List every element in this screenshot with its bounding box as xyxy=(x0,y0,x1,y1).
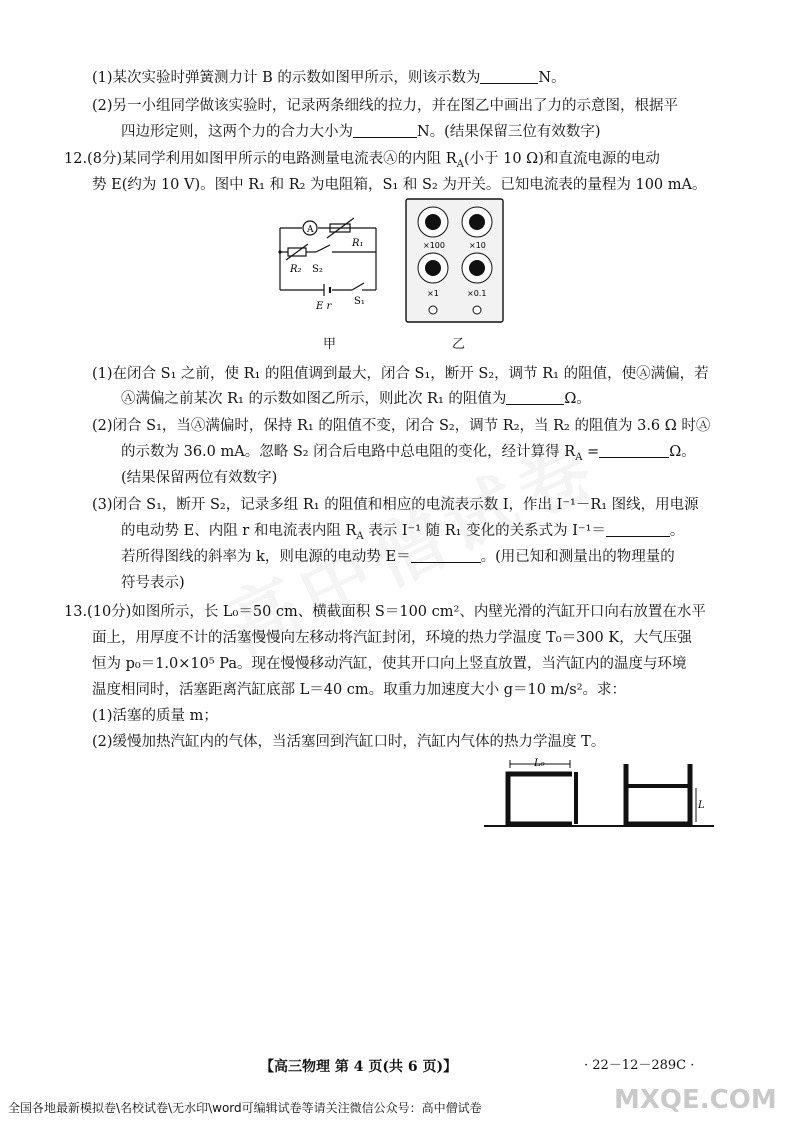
q13-part2: (2)缓慢加热汽缸内的气体，当活塞回到汽缸口时，汽缸内气体的热力学温度 T。 xyxy=(92,734,606,750)
answer-blank[interactable] xyxy=(353,123,417,138)
terminal xyxy=(473,306,481,314)
dial-label: ×0.1 xyxy=(467,289,487,298)
dial-x0.1 xyxy=(462,253,492,283)
circuit-diagram xyxy=(272,210,384,312)
er-label: E r xyxy=(316,301,332,312)
l0-label: L₀ xyxy=(534,758,545,769)
q12-part2-note: (结果保留两位有效数字) xyxy=(121,470,278,486)
q13-part1: (1)活塞的质量 m； xyxy=(92,708,218,724)
q12-stem-line1: 12.(8分)某同学利用如图甲所示的电路测量电流表Ⓐ的内阻 $R_A$(小于 10 Ω)和直流电源的电动 xyxy=(64,151,660,170)
q12-part3-line4: 符号表示) xyxy=(121,575,185,591)
q13-stem-line2: 面上，用厚度不计的活塞慢慢向左移动将汽缸封闭，环境的热力学温度 T₀＝300 K，大气压强 xyxy=(92,630,692,646)
answer-blank[interactable] xyxy=(506,390,564,405)
q13-stem-line4: 温度相同时，活塞距离汽缸底部 L＝40 cm。取重力加速度大小 g＝10 m/s²。求： xyxy=(92,682,627,698)
dial-x10 xyxy=(462,207,492,237)
terminal xyxy=(429,306,437,314)
answer-blank[interactable] xyxy=(606,522,670,537)
paper-code: · 22－12－289C · xyxy=(584,1058,695,1073)
ammeter-label: A xyxy=(307,225,314,235)
bottom-note: 全国各地最新模拟卷\名校试卷\无水印\word可编辑试卷等请关注微信公众号：高中僧试卷 xyxy=(8,1101,482,1115)
dial-label: ×10 xyxy=(469,241,486,250)
s1-label: S₁ xyxy=(354,296,365,307)
q11-part1: (1)某次实验时弹簧测力计 B 的示数如图甲所示，则该示数为 N。 xyxy=(92,70,566,86)
l-label: L xyxy=(698,800,705,811)
q12-part2-line2: 的示数为 36.0 mA。忽略 S₂ 闭合后电路中总电阻的变化，经计算得 $R_A = \Omega$。 xyxy=(121,444,696,463)
s2-label: S₂ xyxy=(312,264,323,275)
dial-label: ×1 xyxy=(427,289,439,298)
q13-stem-line1: 13.(10分)如图所示，长 L₀＝50 cm、横截面积 S＝100 cm²、内壁光滑的汽缸开口向右放置在水平 xyxy=(64,604,706,620)
dial-label: ×100 xyxy=(423,241,445,250)
q11-part2-line2: 四边形定则，这两个力的合力大小为 N。(结果保留三位有效数字) xyxy=(121,124,601,140)
r2-label: R₂ xyxy=(290,264,302,275)
dial-x1 xyxy=(418,253,448,283)
dial-x100 xyxy=(418,207,448,237)
page-footer: 【高三物理 第 4 页(共 6 页)】 xyxy=(260,1059,458,1075)
figure-caption-yi: 乙 xyxy=(452,337,466,352)
q12-part1-line2: Ⓐ满偏之前某次 R₁ 的示数如图乙所示，则此次 R₁ 的阻值为 Ω。 xyxy=(121,391,591,407)
r1-label: R₁ xyxy=(352,238,364,249)
q12-part3-line2: 的电动势 E、内阻 r 和电流表内阻 $R_A$ 表示 I⁻¹ 随 R₁ 变化的关系式为 I⁻¹＝ 。 xyxy=(121,523,685,542)
q12-part3-line1: (3)闭合 S₁，断开 S₂，记录多组 R₁ 的阻值和相应的电流表示数 I，作出 I⁻¹－R₁ 图线，用电源 xyxy=(92,497,699,513)
q12-part2-line1: (2)闭合 S₁，当Ⓐ满偏时，保持 R₁ 的阻值不变，闭合 S₂，调节 R₂，当 R₂ 的阻值为 3.6 Ω 时Ⓐ xyxy=(92,418,711,434)
cylinder-figure xyxy=(484,756,716,832)
resistance-box xyxy=(405,198,505,324)
q13-stem-line3: 恒为 p₀＝1.0×10⁵ Pa。现在慢慢移动汽缸，使其开口向上竖直放置，当汽缸内的温度与环境 xyxy=(92,656,687,672)
q12-part1-line1: (1)在闭合 S₁ 之前，使 R₁ 的阻值调到最大，闭合 S₁，断开 S₂，调节 R₁ 的阻值，使Ⓐ满偏，若 xyxy=(92,366,709,382)
answer-blank[interactable] xyxy=(480,69,538,84)
q12-stem-line2: 势 E(约为 10 V)。图中 R₁ 和 R₂ 为电阻箱，S₁ 和 S₂ 为开关。已知电流表的量程为 100 mA。 xyxy=(92,177,707,193)
q12-part3-line3: 若所得图线的斜率为 k，则电源的电动势 E＝ 。(用已知和测量出的物理量的 xyxy=(121,549,675,565)
answer-blank[interactable] xyxy=(411,548,481,563)
figure-caption-jia: 甲 xyxy=(323,337,337,352)
answer-blank[interactable] xyxy=(599,443,669,458)
site-logo: MXQE.COM xyxy=(614,1085,777,1115)
q11-part2-line1: (2)另一小组同学做该实验时，记录两条细线的拉力，并在图乙中画出了力的示意图，根据平 xyxy=(92,98,679,114)
